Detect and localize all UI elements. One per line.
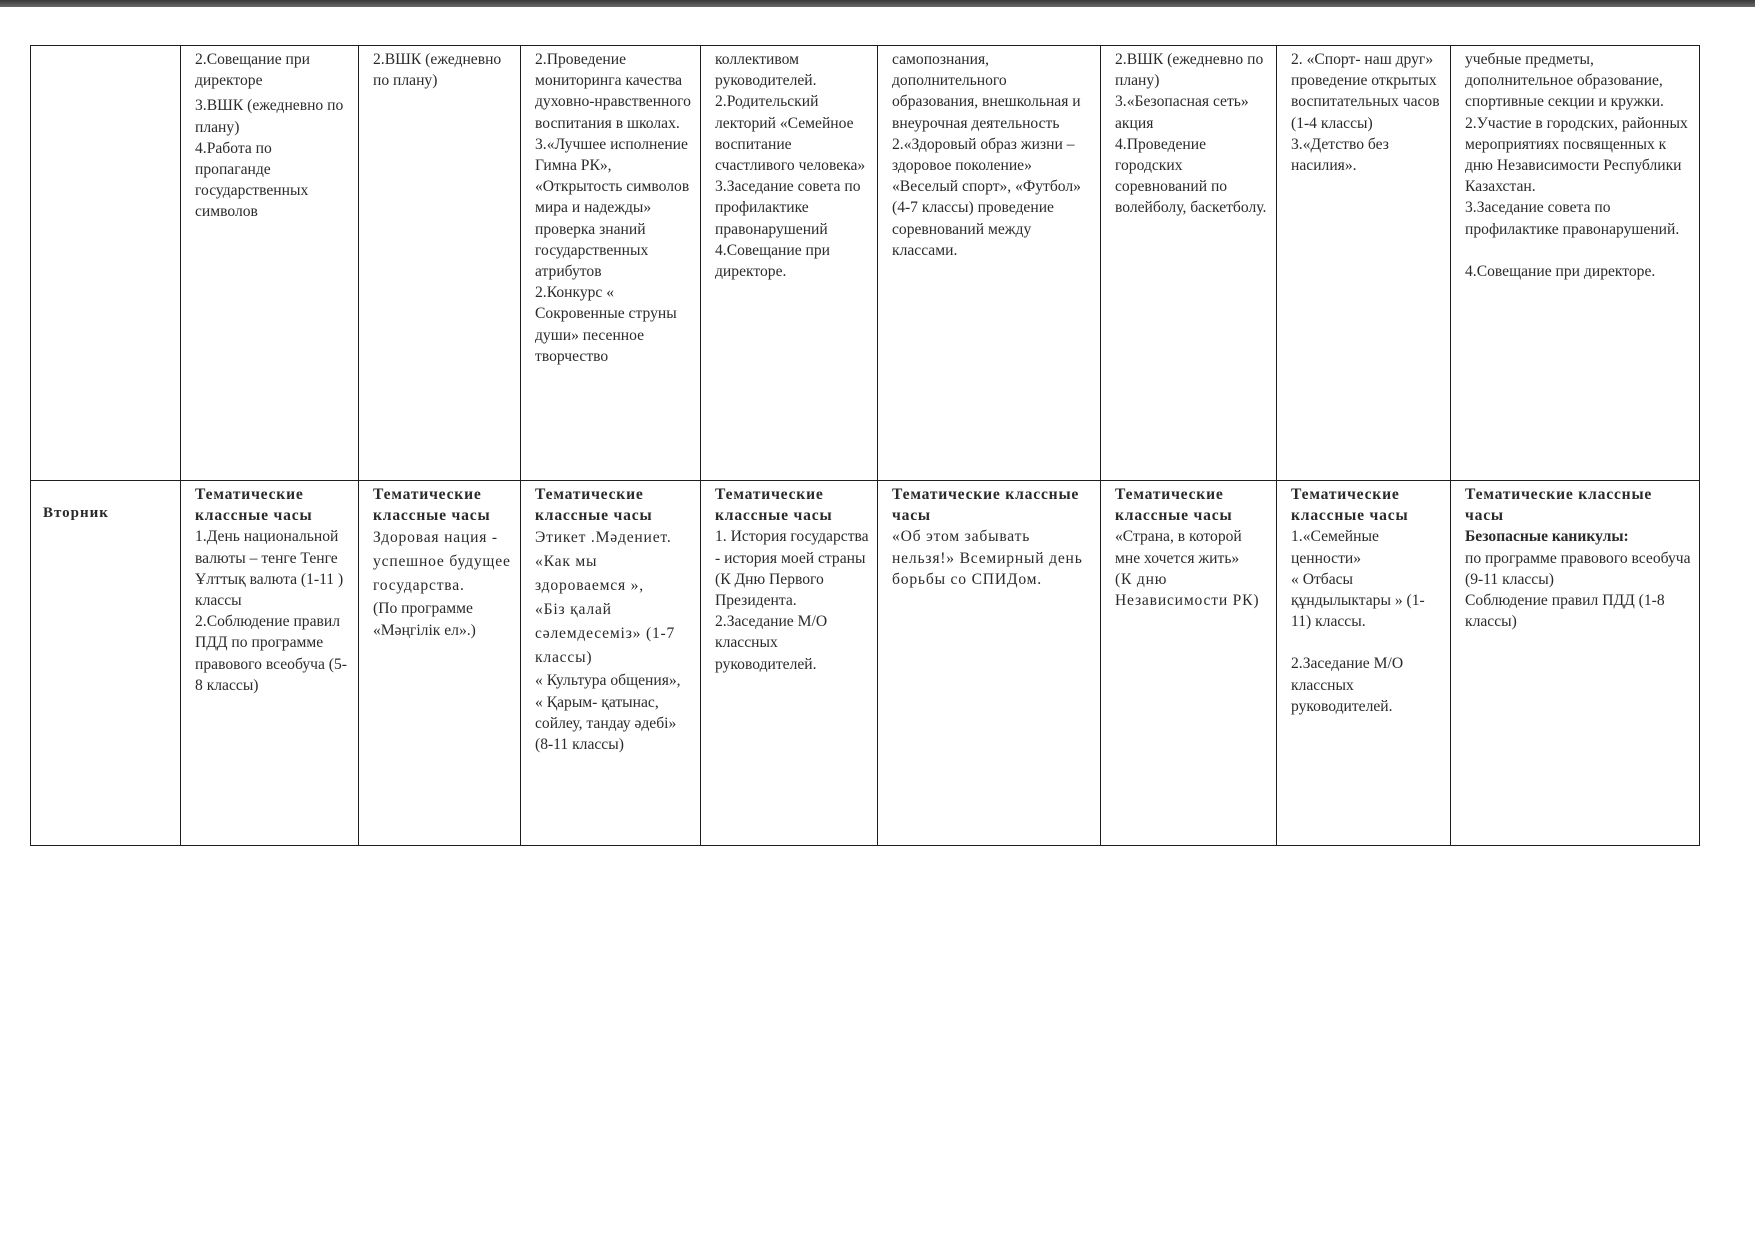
table-cell (878, 481, 1101, 846)
table-cell (359, 46, 521, 481)
cell-header: Тематические классные часы (1465, 486, 1653, 525)
cell-gap (1465, 240, 1691, 261)
cell-header: Тематические классные часы (715, 486, 833, 525)
cell-line: 3.Заседание совета по профилактике правонарушений. (1465, 199, 1680, 238)
cell-line: 4.Совещание при директоре. (715, 241, 831, 281)
cell-line: 2.«Здоровый образ жизни –здоровое поколение» «Веселый спорт», «Футбол» (4-7 классы) проведение соревнований между классами. (892, 135, 1081, 259)
cell-gap (1291, 632, 1442, 653)
cell-line: 2.ВШК (ежедневно по плану) (1115, 51, 1264, 90)
cell-line: «Как мы здороваемся », (535, 553, 644, 595)
table-cell (359, 481, 521, 846)
table-cell (1277, 481, 1451, 846)
table-cell (521, 481, 701, 846)
cell-line: 4.Совещание при директоре. (1465, 262, 1656, 280)
cell-line: 2.Заседание М/О классных руководителей. (1291, 655, 1404, 715)
table-cell (181, 481, 359, 846)
table-cell (701, 46, 878, 481)
cell-line: 2.ВШК (ежедневно по плану) (373, 51, 502, 90)
cell-header: Тематические классные часы (1115, 486, 1233, 525)
cell-line: Соблюдение правил ПДД (1-8 классы) (1465, 592, 1665, 631)
table-cell (521, 46, 701, 481)
scan-top-border (0, 0, 1755, 7)
day-cell (31, 46, 181, 481)
cell-header: Тематические классные часы (195, 486, 313, 525)
cell-header: Тематические классные часы (535, 486, 653, 525)
cell-header: Тематические классные часы (373, 486, 491, 525)
cell-line: 3.ВШК (ежедневно по плану) (195, 97, 344, 136)
table-cell (701, 481, 878, 846)
cell-line: 4.Проведение городских соревнований по волейболу, баскетболу. (1115, 135, 1267, 217)
plan-table (30, 45, 1700, 846)
cell-header: Тематические классные часы (892, 486, 1080, 525)
table-cell (1101, 46, 1277, 481)
cell-line: 3.«Детство без насилия». (1291, 135, 1389, 175)
cell-line: « Отбасы құндылыктары » (1-11) классы. (1291, 570, 1425, 631)
table-row (31, 481, 1700, 846)
cell-line: 2.Конкурс « Сокровенные струны души» песенное творчество (535, 284, 677, 365)
table-cell (1277, 46, 1451, 481)
cell-line: 3.Заседание совета по профилактике правонарушений (715, 178, 861, 238)
table-cell (1451, 481, 1700, 846)
cell-line: коллективом руководителей. (715, 51, 817, 90)
cell-line: 1. История государства - история моей страны (715, 528, 869, 567)
cell-line: « Культура общения», « Қарым- қатынас, сойлеу, тандау әдебі» (8-11 классы) (535, 672, 681, 754)
cell-line: Этикет .Мәдениет. (535, 529, 672, 547)
day-cell: Вторник (31, 481, 181, 846)
cell-line: «Об этом забывать нельзя!» Всемирный день борьбы со СПИДом. (892, 528, 1083, 588)
table-row (31, 46, 1700, 481)
cell-line: 1.«Семейные ценности» (1291, 528, 1379, 567)
cell-line: Здоровая нация - успешное будущее государства. (373, 529, 511, 595)
cell-header: Тематические классные часы (1291, 486, 1409, 525)
cell-line: 2.Проведение мониторинга качества духовно-нравственного воспитания в школах. (535, 51, 691, 132)
cell-line: по программе правового всеобуча (9-11 классы) (1465, 549, 1691, 588)
table-cell (1451, 46, 1700, 481)
cell-line: 3.«Лучшее исполнение Гимна РК», «Открытость символов мира и надежды» проверка знаний государственных атрибутов (535, 135, 690, 281)
cell-line: 2.Соблюдение правил ПДД по программе правового всеобуча (5-8 классы) (195, 613, 347, 694)
cell-line: 3.«Безопасная сеть» акция (1115, 93, 1249, 132)
cell-line: 2.Совещание при директоре (195, 51, 311, 90)
cell-line: «Страна, в которой мне хочется жить» (1115, 528, 1242, 567)
cell-line: 2.Родительский лекторий «Семейное воспитание счастливого человека» (715, 93, 866, 175)
cell-line: 2.Участие в городских, районных мероприятиях посвященных к дню Независимости Республики Казахстан. (1465, 114, 1688, 196)
cell-line: самопознания, дополнительного образования, внешкольная и внеурочная деятельность (892, 51, 1081, 132)
cell-line: учебные предметы, дополнительное образование, спортивные секции и кружки. (1465, 51, 1664, 111)
cell-line: «Біз қалай сәлемдесеміз» (1-7 классы) (535, 601, 676, 667)
cell-line: 1.День национальной валюты – тенге Тенге Ұлттық валюта (1-11 ) классы (195, 528, 344, 610)
table-cell (1101, 481, 1277, 846)
cell-line: 4.Работа по пропаганде государственных символов (195, 139, 309, 221)
table-cell (878, 46, 1101, 481)
cell-line: Безопасные каникулы: (1465, 528, 1629, 546)
cell-line: (К дню Независимости РК) (1115, 570, 1260, 610)
cell-line: (По программе «Мәңгілік ел».) (373, 600, 476, 639)
table-cell (181, 46, 359, 481)
cell-line: (К Дню Первого Президента. (715, 570, 824, 610)
cell-line: 2.Заседание М/О классных руководителей. (715, 613, 828, 673)
cell-line: 2. «Спорт- наш друг» проведение открытых воспитательных часов (1-4 классы) (1291, 51, 1440, 132)
